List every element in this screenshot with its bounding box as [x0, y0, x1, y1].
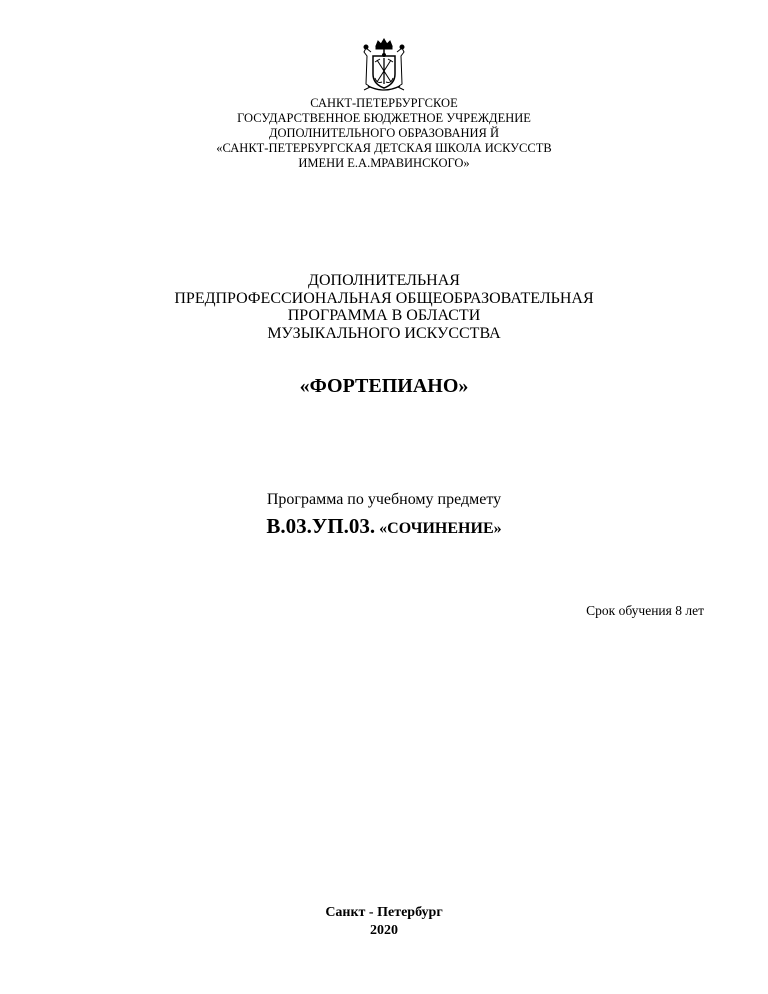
program-type-line: ПРОГРАММА В ОБЛАСТИ — [287, 307, 481, 324]
program-name: «ФОРТЕПИАНО» — [299, 375, 469, 397]
program-type — [0, 272, 768, 342]
subject-title — [0, 512, 768, 543]
institution-name — [0, 96, 768, 171]
institution-line: ГОСУДАРСТВЕННОЕ БЮДЖЕТНОЕ УЧРЕЖДЕНИЕ — [237, 111, 531, 125]
institution-line: «САНКТ-ПЕТЕРБУРГСКАЯ ДЕТСКАЯ ШКОЛА ИСКУССТВ — [216, 141, 552, 155]
subject-intro: Программа по учебному предмету — [266, 491, 502, 508]
saint-petersburg-coat-of-arms-icon — [358, 38, 410, 94]
institution-line: ДОПОЛНИТЕЛЬНОГО ОБРАЗОВАНИЯ Й — [268, 126, 500, 140]
footer — [0, 904, 768, 940]
institution-line: ИМЕНИ Е.А.МРАВИНСКОГО» — [298, 156, 470, 170]
program-type-line: ПРЕДПРОФЕССИОНАЛЬНАЯ ОБЩЕОБРАЗОВАТЕЛЬНАЯ — [174, 289, 594, 307]
footer-year: 2020 — [370, 923, 398, 938]
institution-line: САНКТ-ПЕТЕРБУРГСКОЕ — [310, 96, 458, 110]
program-type-line: МУЗЫКАЛЬНОГО ИСКУССТВА — [267, 324, 501, 342]
footer-city: Санкт - Петербург — [325, 905, 443, 920]
study-duration: Срок обучения 8 лет — [586, 603, 704, 618]
subject-code: В.03.УП.03. — [266, 514, 376, 538]
subject-name: «СОЧИНЕНИЕ» — [379, 520, 502, 537]
program-type-line: ДОПОЛНИТЕЛЬНАЯ — [308, 272, 460, 289]
